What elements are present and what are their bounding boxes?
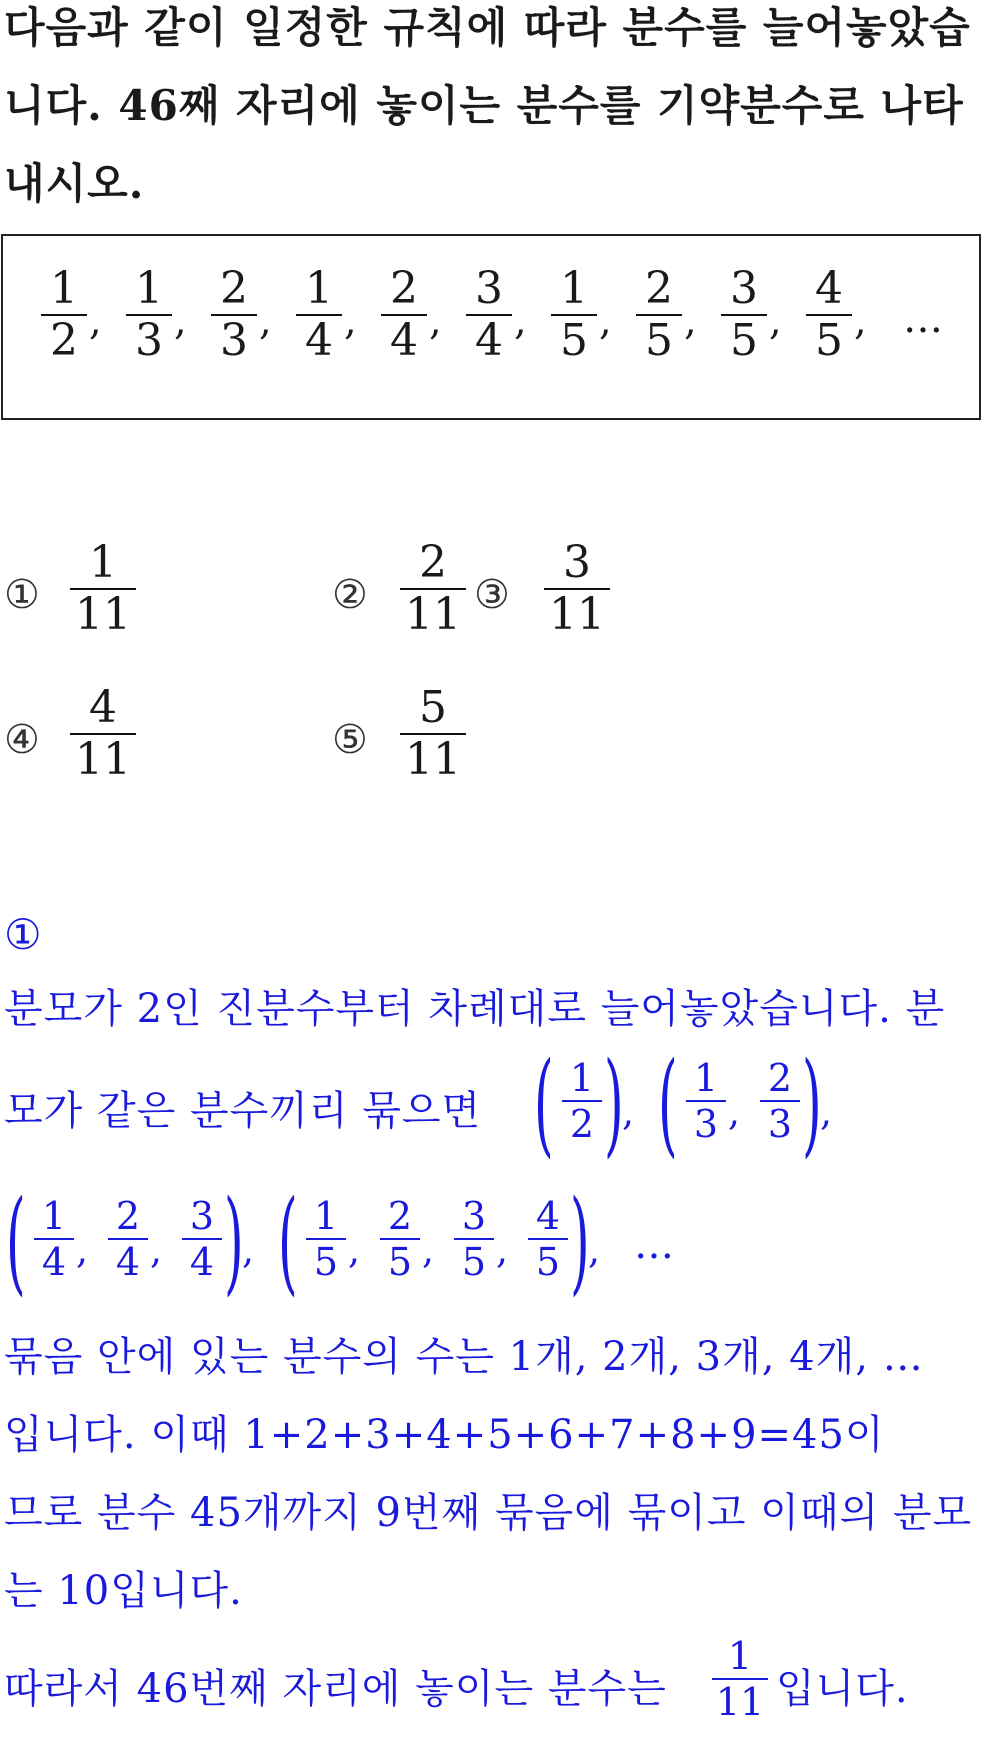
solution-fraction-denominator: 5 bbox=[535, 1240, 561, 1284]
option-fraction-denominator: 11 bbox=[75, 734, 131, 785]
solution-fraction bbox=[182, 1196, 222, 1282]
solution-fraction-denominator: 4 bbox=[41, 1240, 67, 1284]
solution-fraction-denominator: 4 bbox=[115, 1240, 141, 1284]
sequence-comma: , bbox=[174, 298, 187, 344]
solution-fraction bbox=[562, 1058, 602, 1144]
sequence-fraction-numerator: 2 bbox=[390, 263, 418, 314]
sequence-fraction bbox=[41, 263, 87, 366]
option-fraction bbox=[544, 537, 610, 640]
sequence-comma: , bbox=[854, 298, 867, 344]
sequence-fraction bbox=[296, 263, 342, 366]
open-paren: ( bbox=[278, 1177, 298, 1307]
sequence-comma: , bbox=[684, 298, 697, 344]
solution-fraction-numerator: 1 bbox=[41, 1194, 67, 1238]
solution-line-2-prefix: 모가 같은 분수끼리 묶으면 bbox=[4, 1088, 482, 1134]
solution-comma: , bbox=[348, 1228, 361, 1272]
sequence-fraction-numerator: 2 bbox=[220, 263, 248, 314]
solution-fraction bbox=[34, 1196, 74, 1282]
option-fraction bbox=[400, 537, 466, 640]
sequence bbox=[3, 236, 979, 418]
option-fraction-numerator: 4 bbox=[89, 682, 117, 733]
sequence-fraction-denominator: 4 bbox=[475, 315, 503, 366]
sequence-fraction bbox=[636, 263, 682, 366]
option-fraction-denominator: 11 bbox=[405, 589, 461, 640]
solution-fraction-numerator: 2 bbox=[767, 1056, 793, 1100]
option-mark: ④ bbox=[4, 717, 40, 763]
final-fraction-numerator: 1 bbox=[727, 1634, 753, 1678]
sequence-fraction bbox=[381, 263, 427, 366]
solution-comma: , bbox=[422, 1228, 435, 1272]
solution-fraction-denominator: 5 bbox=[461, 1240, 487, 1284]
sequence-comma: , bbox=[259, 298, 272, 344]
solution-fraction-denominator: 3 bbox=[767, 1102, 793, 1146]
solution-comma: , bbox=[150, 1228, 163, 1272]
sequence-fraction-denominator: 5 bbox=[730, 315, 758, 366]
solution-fraction-numerator: 2 bbox=[387, 1194, 413, 1238]
final-prefix: 따라서 46번째 자리에 놓이는 분수는 bbox=[4, 1666, 667, 1712]
option-mark: ③ bbox=[474, 572, 510, 618]
close-paren: ) bbox=[802, 1039, 822, 1169]
option-fraction bbox=[70, 537, 136, 640]
sequence-comma: , bbox=[89, 298, 102, 344]
solution-comma: , bbox=[76, 1228, 89, 1272]
option-fraction-denominator: 11 bbox=[75, 589, 131, 640]
option-fraction-numerator: 5 bbox=[419, 682, 447, 733]
solution-fraction-denominator: 5 bbox=[387, 1240, 413, 1284]
sequence-fraction bbox=[721, 263, 767, 366]
option-fraction-numerator: 2 bbox=[419, 537, 447, 588]
sequence-comma: , bbox=[514, 298, 527, 344]
solution-fraction-denominator: 2 bbox=[569, 1102, 595, 1146]
solution-fraction bbox=[380, 1196, 420, 1282]
sequence-fraction-numerator: 4 bbox=[815, 263, 843, 314]
solution-fraction bbox=[108, 1196, 148, 1282]
solution-fraction-denominator: 4 bbox=[189, 1240, 215, 1284]
question-line-1: 다음과 같이 일정한 규칙에 따라 분수를 늘어놓았습 bbox=[4, 3, 971, 52]
option-fraction-denominator: 11 bbox=[405, 734, 461, 785]
solution-fraction-denominator: 5 bbox=[313, 1240, 339, 1284]
solution-ellipsis: … bbox=[634, 1222, 675, 1268]
answer-mark: ① bbox=[4, 910, 42, 959]
solution-line-7: 는 10입니다. bbox=[4, 1568, 243, 1614]
question-line-2: 니다. 46째 자리에 놓이는 분수를 기약분수로 나타 bbox=[4, 81, 964, 130]
open-paren: ( bbox=[534, 1039, 554, 1169]
sequence-fraction-denominator: 5 bbox=[815, 315, 843, 366]
sequence-fraction bbox=[806, 263, 852, 366]
close-paren: ) bbox=[604, 1039, 624, 1169]
sequence-fraction-numerator: 1 bbox=[135, 263, 163, 314]
sequence-comma: , bbox=[344, 298, 357, 344]
sequence-comma: , bbox=[769, 298, 782, 344]
solution-line-5: 입니다. 이때 1+2+3+4+5+6+7+8+9=45이 bbox=[4, 1412, 885, 1458]
sequence-fraction-denominator: 3 bbox=[220, 315, 248, 366]
option-fraction bbox=[400, 682, 466, 785]
sequence-fraction-denominator: 2 bbox=[50, 315, 78, 366]
sequence-fraction-numerator: 2 bbox=[645, 263, 673, 314]
solution-fraction-numerator: 1 bbox=[693, 1056, 719, 1100]
close-paren: ) bbox=[570, 1177, 590, 1307]
sequence-fraction bbox=[466, 263, 512, 366]
sequence-fraction-denominator: 5 bbox=[645, 315, 673, 366]
sequence-fraction-denominator: 5 bbox=[560, 315, 588, 366]
solution-fraction-numerator: 1 bbox=[569, 1056, 595, 1100]
final-suffix: 입니다. bbox=[776, 1666, 909, 1712]
solution-fraction-numerator: 3 bbox=[461, 1194, 487, 1238]
option-fraction-numerator: 3 bbox=[563, 537, 591, 588]
sequence-comma: , bbox=[429, 298, 442, 344]
option-fraction bbox=[70, 682, 136, 785]
solution-fraction bbox=[454, 1196, 494, 1282]
sequence-fraction bbox=[551, 263, 597, 366]
sequence-box bbox=[1, 234, 981, 420]
option-fraction-denominator: 11 bbox=[549, 589, 605, 640]
option-mark: ② bbox=[332, 572, 368, 618]
option-mark: ① bbox=[4, 572, 40, 618]
close-paren: ) bbox=[224, 1177, 244, 1307]
sequence-comma: , bbox=[599, 298, 612, 344]
solution-line-1: 분모가 2인 진분수부터 차례대로 늘어놓았습니다. 분 bbox=[4, 986, 946, 1032]
solution-line-6: 므로 분수 45개까지 9번째 묶음에 묶이고 이때의 분모 bbox=[4, 1490, 973, 1536]
final-fraction-denominator: 11 bbox=[715, 1680, 765, 1724]
solution-fraction bbox=[306, 1196, 346, 1282]
solution-fraction-numerator: 3 bbox=[189, 1194, 215, 1238]
solution-fraction bbox=[528, 1196, 568, 1282]
solution-fraction-numerator: 1 bbox=[313, 1194, 339, 1238]
solution-comma: , bbox=[496, 1228, 509, 1272]
sequence-fraction bbox=[211, 263, 257, 366]
open-paren: ( bbox=[658, 1039, 678, 1169]
solution-comma: , bbox=[728, 1090, 741, 1134]
open-paren: ( bbox=[6, 1177, 26, 1307]
sequence-fraction-denominator: 4 bbox=[390, 315, 418, 366]
sequence-ellipsis: … bbox=[903, 296, 946, 342]
sequence-fraction-numerator: 1 bbox=[560, 263, 588, 314]
solution-comma: , bbox=[820, 1090, 833, 1134]
solution-fraction bbox=[686, 1058, 726, 1144]
option-fraction-numerator: 1 bbox=[89, 537, 117, 588]
sequence-fraction bbox=[126, 263, 172, 366]
solution-fraction-denominator: 3 bbox=[693, 1102, 719, 1146]
solution-fraction bbox=[760, 1058, 800, 1144]
sequence-fraction-numerator: 1 bbox=[50, 263, 78, 314]
solution-fraction-numerator: 4 bbox=[535, 1194, 561, 1238]
solution-comma: , bbox=[588, 1228, 601, 1272]
solution-comma: , bbox=[622, 1090, 635, 1134]
solution-line-4: 묶음 안에 있는 분수의 수는 1개, 2개, 3개, 4개, … bbox=[4, 1334, 924, 1380]
sequence-fraction-denominator: 3 bbox=[135, 315, 163, 366]
sequence-fraction-numerator: 3 bbox=[475, 263, 503, 314]
final-fraction bbox=[712, 1636, 768, 1722]
sequence-fraction-denominator: 4 bbox=[305, 315, 333, 366]
sequence-fraction-numerator: 1 bbox=[305, 263, 333, 314]
solution-comma: , bbox=[242, 1228, 255, 1272]
solution-fraction-numerator: 2 bbox=[115, 1194, 141, 1238]
option-mark: ⑤ bbox=[332, 717, 368, 763]
question-line-3: 내시오. bbox=[4, 159, 145, 208]
sequence-fraction-numerator: 3 bbox=[730, 263, 758, 314]
